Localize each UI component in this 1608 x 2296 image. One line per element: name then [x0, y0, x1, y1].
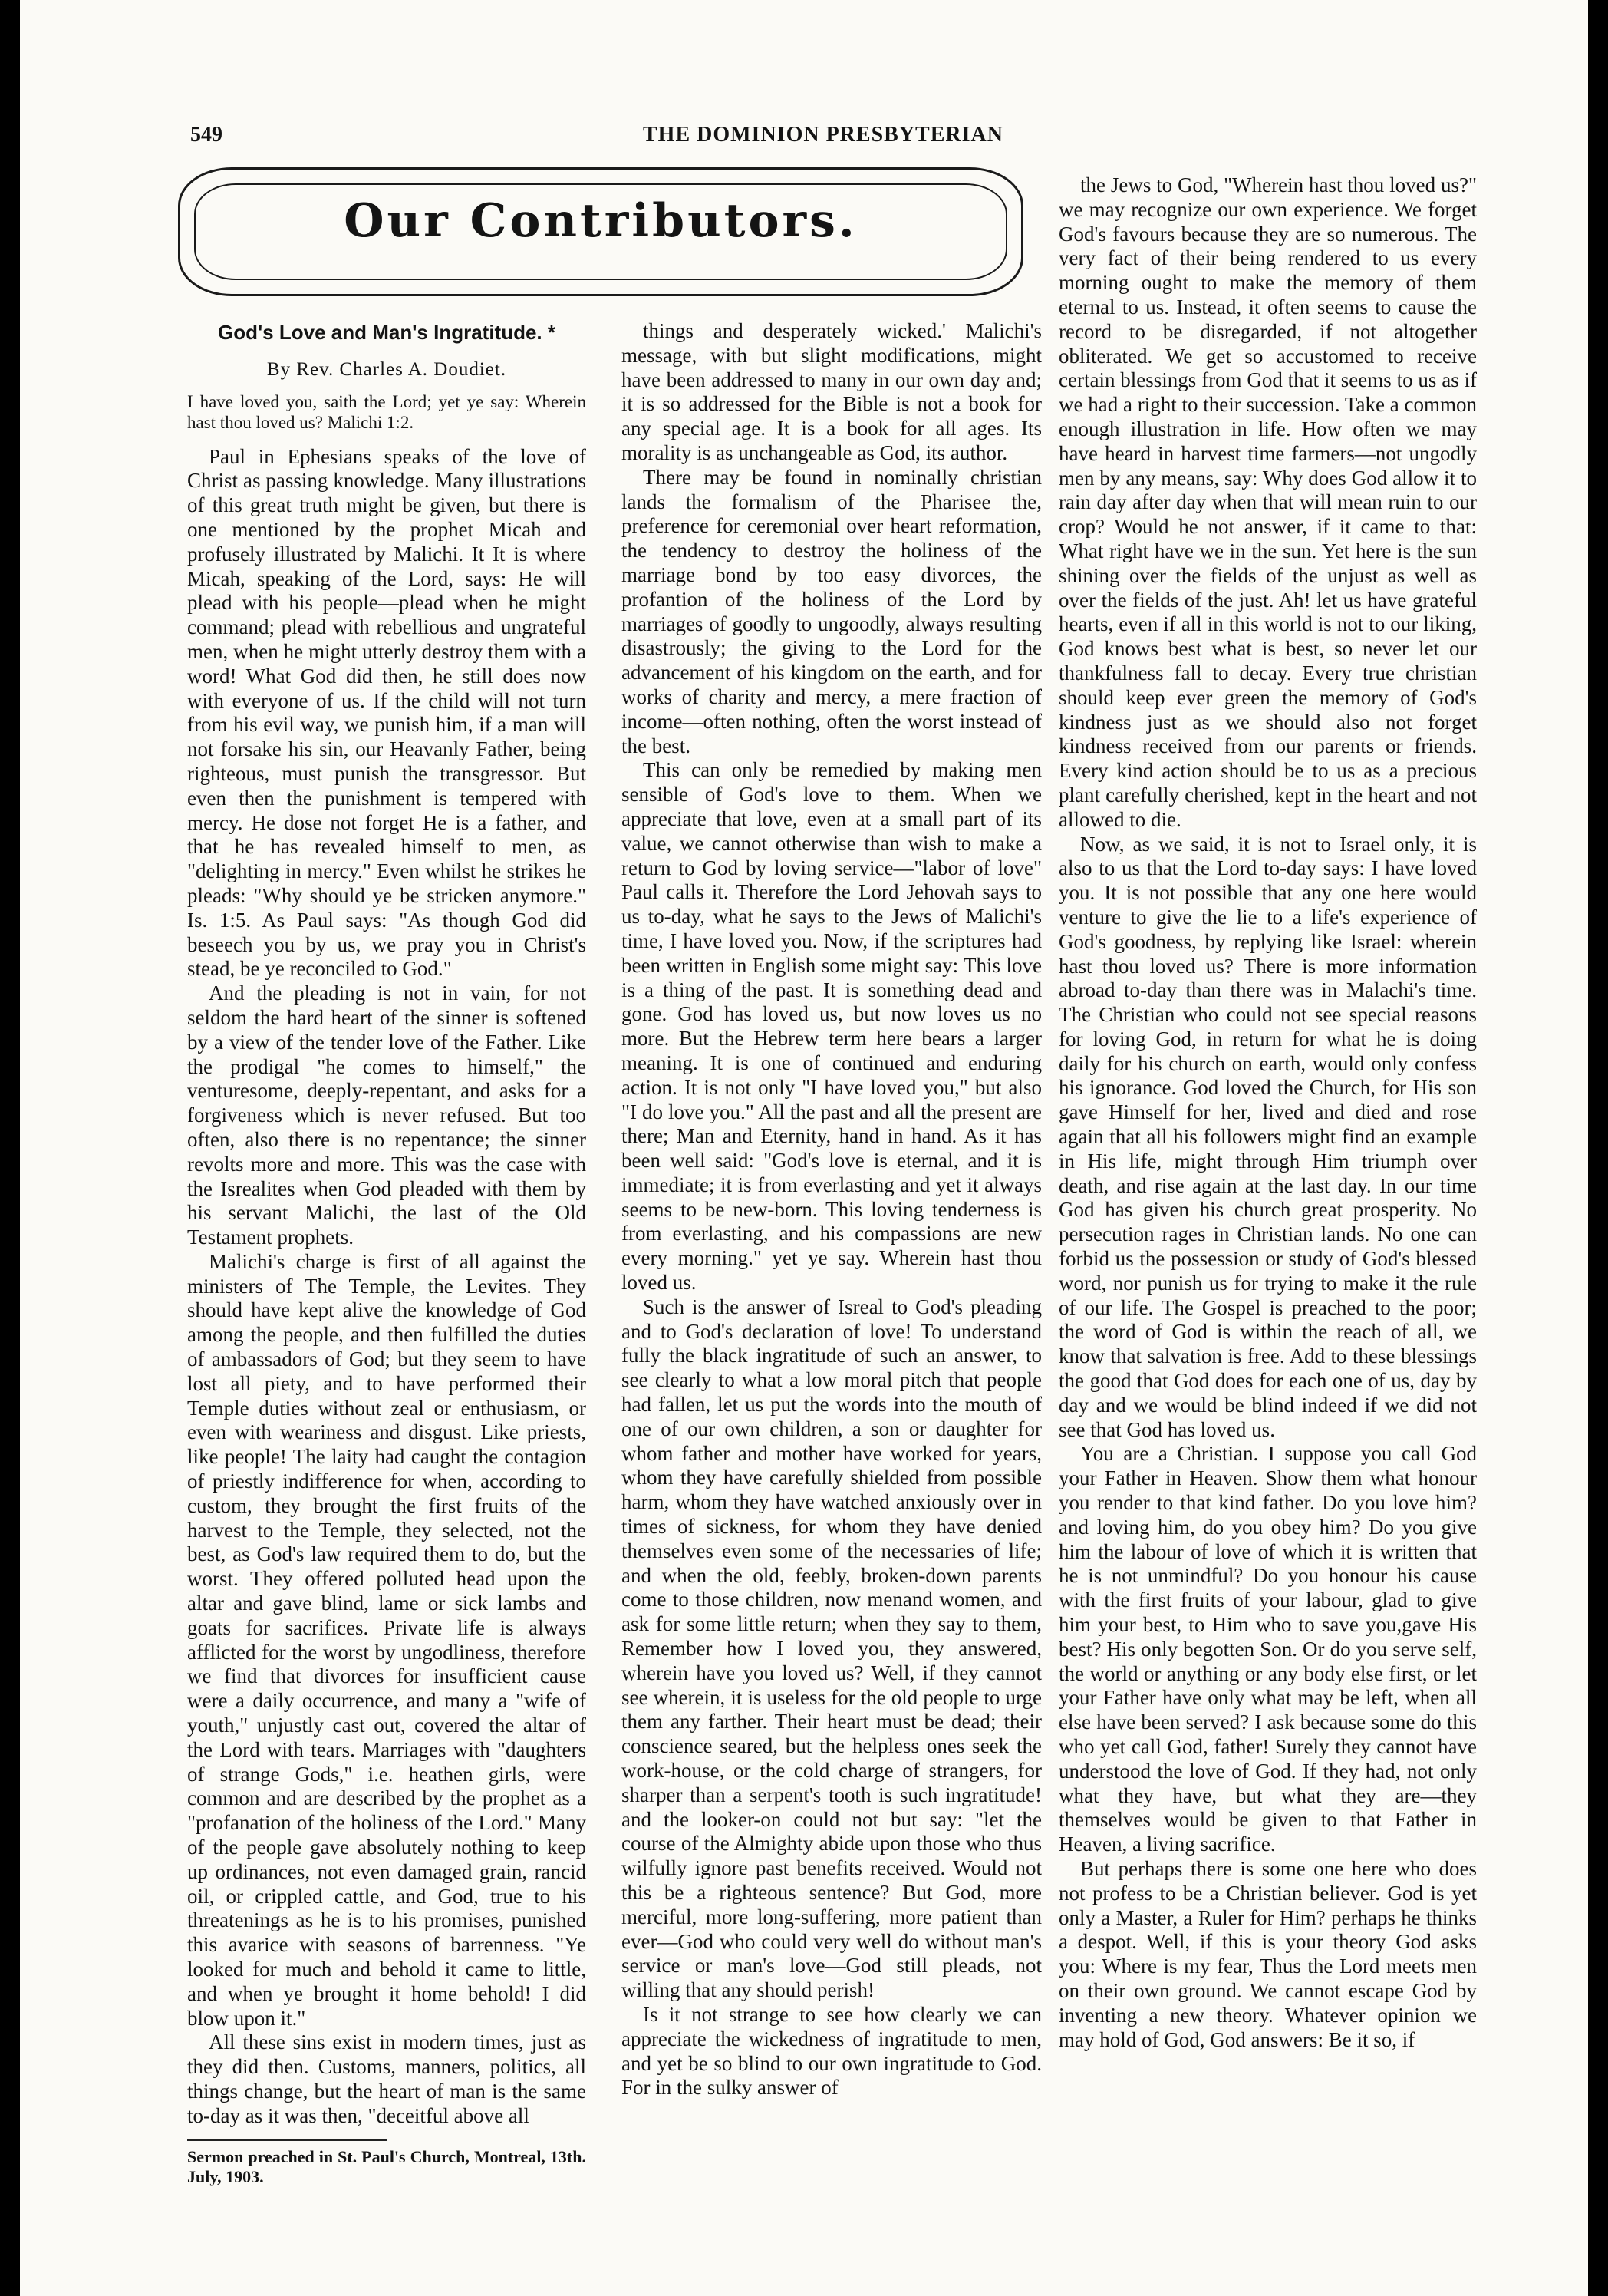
column-1 — [187, 319, 586, 2187]
scan-border-left — [0, 0, 20, 2296]
paragraph: Now, as we said, it is not to Israel only, it is also to us that the Lord to-day says: I have loved you. It is not possible that any one here would venture to give the lie to a life's experience of God's goodness, by replying like Israel: wherein hast thou loved us? There is more information abroad to-day than there was in Malachi's time. The Christian who could not see special reasons for loving God, in return for what he is doing daily for his church on earth, would only confess his ignorance. God loved the Church, for His son gave Himself for her, lived and died and rose again that all his followers might find an example in His life, might through Him triumph over death, and rise again at the last day. In our time God has given his church great prosperity. No persecution rages in Christian lands. No one can forbid us the possession or study of God's blessed word, nor punish us for trying to make it the rule of our life. The Gospel is preached to the poor; the word of God is within the reach of all, we know that salvation is free. Add to these blessings the good that God does for each one of us, day by day and we would be blind indeed if we did not see that God has loved us. — [1059, 832, 1477, 1441]
running-title: THE DOMINION PRESBYTERIAN — [643, 123, 1003, 147]
footnote-rule — [187, 2139, 387, 2141]
paragraph: And the pleading is not in vain, for not seldom the hard heart of the sinner is softened by a view of the tender love of the Father. Like the prodigal "he comes to himself," the venturesome, deeply-repentant, and asks for a forgiveness which is never refused. But too often, also there is no repentance; the sinner revolts more and more. This was the case with the Isrealites when God pleaded with them by his servant Malichi, the last of the Old Testament prophets. — [187, 981, 586, 1249]
section-title: Our Contributors. — [344, 194, 858, 248]
column-3 — [1059, 173, 1477, 2052]
section-header-frame — [178, 167, 1023, 296]
paragraph: the Jews to God, "Wherein hast thou loved us?" we may recognize our own experience. We forget God's favours because they are so numerous. The very fact of their being rendered to us every morning ought to make the memory of them eternal to us. Instead, it often seems to cause the record to be disregarded, if not altogether obliterated. We get so accustomed to receive certain blessings from God that it seems to us as if we had a right to their succession. Take a common enough illustration in life. How often we may have heard in harvest time farmers—not ungodly men by any means, say: Why does God allow it to rain day after day when that will mean ruin to our crop? Would he not answer, if it came to that: What right have we in the sun. Yet here is the sun shining over the fields of the unjust as well as over the fields of the just. Ah! let us have grateful hearts, even if all in this world is not to our liking, God knows best what is best, so never let our thankfulness fall to decay. Every true christian should keep ever green the memory of God's kindness just as we should also not forget kindness received from our parents or friends. Every kind action should be to us as a precious plant carefully cherished, kept in the heart and not allowed to die. — [1059, 173, 1477, 831]
scripture-verse: I have loved you, saith the Lord; yet ye say: Wherein hast thou loved us? Malichi 1:2. — [187, 391, 586, 432]
scan-border-right — [1588, 0, 1608, 2296]
paragraph: This can only be remedied by making men sensible of God's love to them. When we appreciate that love, even at a small part of its value, we cannot otherwise than wish to make a return to God by loving service—"labor of love" Paul calls it. Therefore the Lord Jehovah says to us to-day, what he says to the Jews of Malichi's time, I have loved you. Now, if the scriptures had been written in English some might say: This love is a thing of the past. It is something dead and gone. God has loved us, but now loves us no more. But the Hebrew term here bears a larger meaning. It is one of continued and enduring action. It is not only "I have loved you," but also "I do love you." All the past and all the present are there; Man and Eternity, hand in hand. As it has been well said: "God's love is eternal, and it is immediate; it is from everlasting and yet it always seems to be new-born. This loving tenderness is from everlasting, and his compassions are new every morning." yet ye say. Wherein hast thou loved us. — [621, 758, 1042, 1295]
paragraph: things and desperately wicked.' Malichi's message, with but slight modifications, might have been addressed to many in our own day and; it is so addressed for the Bible is not a book for any special age. It is a book for all ages. Its morality is as unchangeable as God, its author. — [621, 319, 1042, 464]
paragraph: Paul in Ephesians speaks of the love of Christ as passing knowledge. Many illustrations of this great truth might be given, but there is one mentioned by the prophet Micah and profusely illustrated by Malichi. It It is where Micah, speaking of the Lord, says: He will plead with his people—plead when he might command; plead with rebellious and ungrateful men, when he might utterly destroy them with a word! What God did then, he still does now with everyone of us. If the child will not turn from his evil way, we punish him, if a man will not forsake his sin, our Heavanly Father, being righteous, must punish the transgressor. But even then the punishment is tempered with mercy. He dose not forget He is a father, and that he has revealed himself to men, as "delighting in mercy." Even whilst he strikes he pleads: "Why should ye be stricken anymore." Is. 1:5. As Paul says: "As though God did beseech you by us, we pray you in Christ's stead, be ye reconciled to God." — [187, 444, 586, 981]
article-byline: By Rev. Charles A. Doudiet. — [266, 358, 507, 380]
paragraph: Such is the answer of Isreal to God's pleading and to God's declaration of love! To understand fully the black ingratitude of such an answer, to see clearly to what a low moral pitch that people had fallen, let us put the words into the mouth of one of our own children, a son or daughter for whom father and mother have worked for years, whom they have carefully shielded from possible harm, whom they have watched anxiously over in times of sickness, for whom they have denied themselves even some of the necessaries of life; and when the old, feebly, broken-down parents come to those children, now menand women, and ask for some little return; when they say to them, Remember how I loved you, they answered, wherein have you loved us? Well, if they cannot see wherein, it is useless for the old people to urge them any farther. Their heart must be dead; their conscience seared, but the helpless ones seek the work-house, or the cold charge of strangers, for sharper than a serpent's tooth is such ingratitude! and the looker-on could not but say: "let the course of the Almighty abide upon those who thus wilfully ignore past benefits received. Would not this be a righteous sentence? But God, more merciful, more long-suffering, more patient than ever—God who could very well do without man's service or man's love—God still pleads, not willing that any should perish! — [621, 1295, 1042, 2002]
page-number: 549 — [190, 123, 222, 147]
paragraph: All these sins exist in modern times, just as they did then. Customs, manners, politics, all things change, but the heart of man is the same to-day as it was then, "deceitful above all — [187, 2030, 586, 2127]
footnote: Sermon preached in St. Paul's Church, Montreal, 13th. July, 1903. — [187, 2146, 586, 2186]
paragraph: Malichi's charge is first of all against the ministers of The Temple, the Levites. They should have kept alive the knowledge of God among the people, and then fulfilled the duties of ambassadors of God; but they seem to have lost all piety, and to have performed their Temple duties without zeal or enthusiasm, or even with weariness and disgust. Like priests, like people! The laity had caught the contagion of priestly indifference for when, according to custom, they brought the first fruits of the harvest to the Temple, they selected, not the best, as God's law required them to do, but the worst. They offered polluted head upon the altar and gave blind, lame or sick lambs and goats for sacrifices. Private life is always afflicted for the worst by ungodliness, therefore we find that divorces for insufficient cause were a daily occurrence, and many a "wife of youth," unjustly cast out, covered the altar of the Lord with tears. Marriages with "daughters of strange Gods," i.e. heathen girls, were common and are described by the prophet as a "profanation of the holiness of the Lord." Many of the people gave absolutely nothing to keep up ordinances, not even damaged grain, rancid oil, or crippled cattle, and God, true to his threatenings as he is to his promises, punished this avarice with seasons of barrenness. "Ye looked for much and behold it came to little, and when ye brought it home behold! I did blow upon it." — [187, 1249, 586, 2030]
paragraph: But perhaps there is some one here who does not profess to be a Christian believer. God is yet only a Master, a Ruler for Him? perhaps he thinks a despot. Well, if this is your theory God asks you: Where is my fear, Thus the Lord meets men on their own ground. We cannot escape God by inventing a new theory. Whatever opinion we may hold of God, God answers: Be it so, if — [1059, 1856, 1477, 2051]
paragraph: Is it not strange to see how clearly we can appreciate the wickedness of ingratitude to men, and yet be so blind to our own ingratitude to God. For in the sulky answer of — [621, 2002, 1042, 2100]
article-title: God's Love and Man's Ingratitude. * — [218, 321, 555, 344]
paragraph: There may be found in nominally christian lands the formalism of the Pharisee the, preference for ceremonial over heart reformation, the tendency to destroy the holiness of the marriage bond by too easy divorces, the profantion of the holiness of the Lord by marriages of goodly to ungoodly, always resulting disastrously; the giving to the Lord for the advancement of his kingdom on the earth, and for works of charity and mercy, a mere fraction of income—often nothing, often the worst instead of the best. — [621, 465, 1042, 757]
paragraph: You are a Christian. I suppose you call God your Father in Heaven. Show them what honour you render to that kind father. Do you love him? and loving him, do you obey him? Do you give him the labour of love of which it is written that he is not unmindful? Do you honour his cause with the first fruits of your labour, glad to give him your best, to Him who to save you,gave His best? His only begotten Son. Or do you serve self, the world or anything or any body else first, or let your Father have only what may be left, when all else have been served? I ask because some do this who yet call God, father! Surely they cannot have understood the love of God. If they had, not only what they have, but what they are—they themselves would be given to that Father in Heaven, a living sacrifice. — [1059, 1442, 1477, 1856]
column-2 — [621, 319, 1042, 2100]
